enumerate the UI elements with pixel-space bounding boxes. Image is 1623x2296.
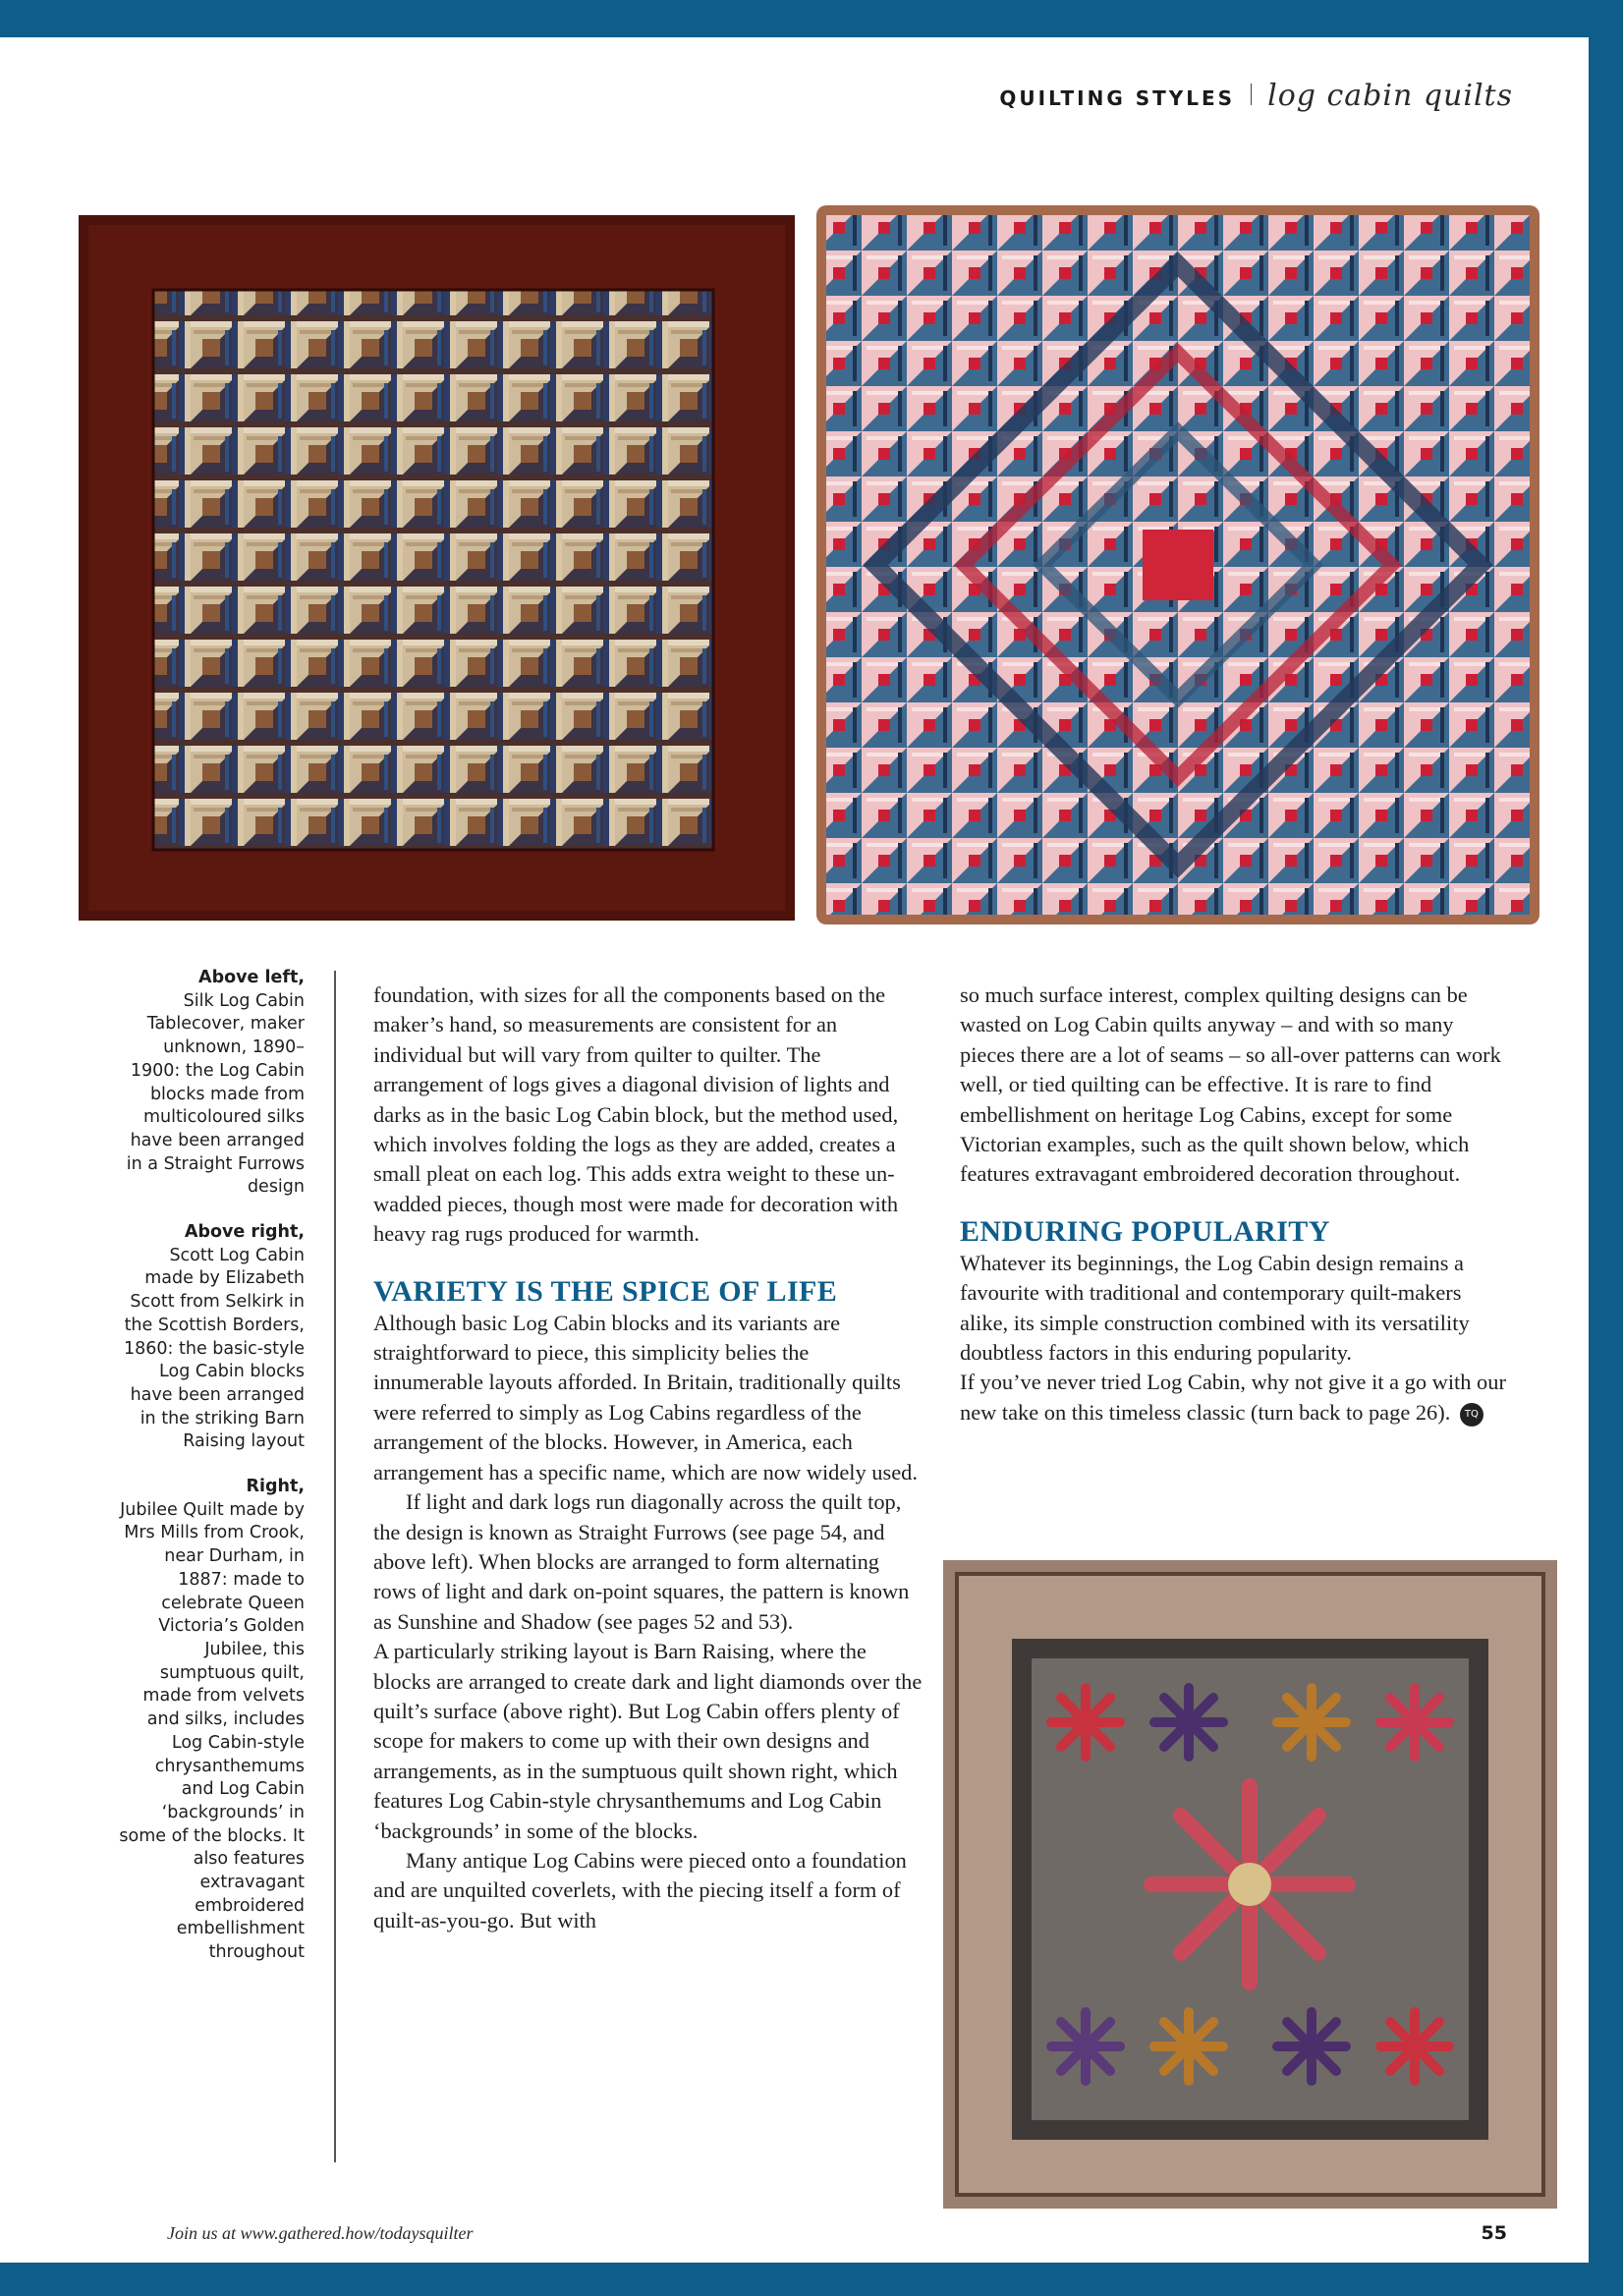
body-paragraph: If light and dark logs run diagonally across the quilt top, the design is known as Straight Furrows (see page 54, and above left). When blocks are arranged to form alternating rows of light and dark on-point squares, the pattern is known as Sunshine and Shadow (see pages 52 and 53). (373, 1489, 910, 1634)
quilt-photo-jubilee (943, 1560, 1557, 2209)
page-number: 55 (1481, 2222, 1507, 2244)
body-paragraph: Many antique Log Cabins were pieced onto a foundation and are unquilted coverlets, with the piecing itself a form of quilt-as-you-go. But with (373, 1847, 907, 1932)
heading-enduring: ENDURING POPULARITY (960, 1214, 1330, 1248)
caption-title: Above right, (184, 1222, 305, 1243)
caption-above-right (118, 1221, 305, 1454)
caption-text: Silk Log Cabin Tablecover, maker unknown, 1890–1900: the Log Cabin blocks made from multicoloured silks have been arranged in a Straight Furrows design (126, 990, 305, 1198)
caption-sidebar (118, 967, 305, 1987)
body-paragraph: so much surface interest, complex quilting designs can be wasted on Log Cabin quilts anyway – and with so many pieces there are a lot of seams – so all-over patterns can work well, or tied quilting can be effective. It is rare to find embellishment on heritage Log Cabins, except for some Victorian examples, such as the quilt shown below, which features extravagant embroidered decoration throughout. (960, 982, 1501, 1187)
page-frame-top (0, 0, 1623, 37)
subsection-title: log cabin quilts (1267, 79, 1513, 113)
caption-rule (334, 971, 336, 2162)
page-frame-right (1589, 0, 1623, 2296)
caption-text: Scott Log Cabin made by Elizabeth Scott from Selkirk in the Scottish Borders, 1860: the basic-style Log Cabin blocks have been arranged in the striking Barn Raising layout (124, 1245, 305, 1452)
body-paragraph: Whatever its beginnings, the Log Cabin design remains a favourite with traditional and contemporary quilt-makers alike, its simple construction combined with its versatility doubtless factors in this enduring popularity. (960, 1250, 1470, 1366)
caption-right (118, 1476, 305, 1965)
footer-website: Join us at www.gathered.how/todaysquilter (167, 2223, 474, 2243)
intro-paragraph: foundation, with sizes for all the components based on the maker’s hand, so measurements are consistent for an individual but will vary from quilter to quilter. The arrangement of logs gives a diagonal division of lights and darks as in the basic Log Cabin block, but the method used, which involves folding the logs as they are added, creates a small pleat on each log. This adds extra weight to these un-wadded pieces, though most were made for decoration with heavy rag rugs produced for warmth. (373, 982, 899, 1247)
caption-text: Jubilee Quilt made by Mrs Mills from Crook, near Durham, in 1887: made to celebrate Queen Victoria’s Golden Jubilee, this sumptuous quilt, made from velvets and silks, includes Log Cabin-style chrysanthemums and Log Cabin ‘backgrounds’ in some of the blocks. It also features extravagant embroidered embellishment throughout (119, 1499, 305, 1963)
end-mark-icon: TQ (1460, 1403, 1483, 1427)
section-label: QUILTING STYLES (999, 86, 1236, 110)
running-header (999, 79, 1513, 113)
body-paragraph: Although basic Log Cabin blocks and its variants are straightforward to piece, this simplicity belies the innumerable layouts afforded. In Britain, traditionally quilts were referred to simply as Log Cabins regardless of the arrangement of the blocks. However, in America, each arrangement has a specific name, which are now widely used. (373, 1310, 918, 1484)
article-column-2 (960, 980, 1510, 1428)
body-paragraph: A particularly striking layout is Barn Raising, where the blocks are arranged to create dark and light diamonds over the quilt’s surface (above right). But Log Cabin offers plenty of scope for makers to come up with their own designs and arrangements, as in the sumptuous quilt shown right, which features Log Cabin-style chrysanthemums and Log Cabin ‘backgrounds’ in some of the blocks. (373, 1639, 923, 1843)
article-column-1 (373, 980, 923, 1935)
quilt-photo-straight-furrows (79, 215, 795, 921)
header-divider (1251, 84, 1252, 105)
caption-title: Right, (246, 1477, 305, 1497)
closing-sentence: If you’ve never tried Log Cabin, why not give it a go with our new take on this timeless classic (turn back to page 26). (960, 1370, 1506, 1425)
caption-above-left (118, 967, 305, 1200)
quilt-photo-barn-raising (816, 205, 1539, 924)
page-frame-bottom (0, 2263, 1623, 2296)
caption-title: Above left, (198, 968, 305, 987)
body-paragraph (960, 1368, 1510, 1428)
heading-variety: VARIETY IS THE SPICE OF LIFE (373, 1274, 838, 1308)
